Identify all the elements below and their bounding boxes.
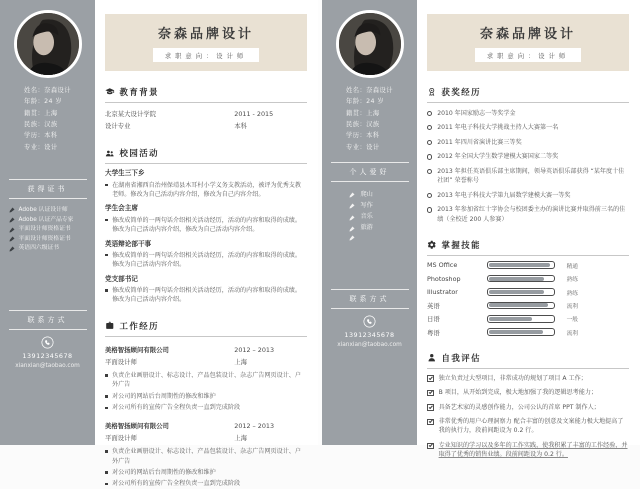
section-title: 工作经历 (119, 320, 159, 331)
pen-nib-icon (349, 192, 355, 198)
skill-row (427, 328, 629, 337)
main-content-right (417, 0, 640, 459)
assessment-item: B 项目，从开始到完成，极大地加强了我的逻辑思考能力； (427, 388, 629, 397)
certificate-item: 英语四六级证书 (9, 244, 87, 254)
award-item: 2013 年电子科技大学第九届数学建模大赛一等奖 (427, 191, 629, 200)
pen-nib-icon (9, 217, 15, 223)
profile-field: 年龄：24 岁 (24, 98, 63, 106)
job-bullet: 对公司所有的宣传广告全程负责一直到完成阶段 (105, 479, 307, 488)
profile-field: 学历：本科 (346, 132, 380, 140)
email-address: xianxian@taobao.com (15, 362, 80, 369)
skill-name: 日语 (427, 315, 440, 324)
profile-field: 学历：本科 (24, 132, 58, 140)
pen-nib-icon (349, 203, 355, 209)
assessment-item: 具备艺术家的灵感创作能力，公司公认的首席 PPT 制作人； (427, 403, 629, 412)
job-bullet: 对公司所有的宣传广告全程负责一直到完成阶段 (105, 403, 307, 412)
skill-level-label: 流利 (566, 303, 578, 310)
profile-field: 籍贯：上海 (24, 109, 58, 117)
campus-entry (105, 239, 307, 270)
pen-nib-icon (9, 246, 15, 252)
resume-page-2 (322, 0, 640, 459)
gear-icon (427, 240, 437, 250)
job-location: 上海 (234, 357, 248, 366)
assessment-item: 独立负责过大型项目，非常成功的规划了项目 A 工作； (427, 374, 629, 383)
email-address: xianxian@taobao.com (337, 341, 402, 348)
campus-entry (105, 168, 307, 199)
assessment-item: 专业知识的学习以及多年的工作实践，使我积累了丰富的工作经验，并取得了优秀的销售业绩。段前间距设为 0.2 行。 (427, 441, 629, 460)
campus-entries (105, 168, 307, 304)
skill-progress-fill (489, 263, 550, 267)
profile-field: 民族：汉族 (24, 120, 58, 128)
profile-field: 民族：汉族 (346, 120, 380, 128)
contact-title: 联系方式 (349, 294, 390, 303)
skill-name: MS Office (427, 261, 458, 270)
award-item: 2013 年参加省红十字协会与校团委主办的演讲比赛并取得前三名的佳绩（全校近 200 人参赛） (427, 205, 629, 223)
skill-progress-bar (487, 288, 555, 296)
skill-progress-fill (489, 303, 549, 307)
hobby-item: 音乐 (349, 211, 391, 222)
skill-level-label: 流利 (566, 330, 578, 337)
checkbox-checked-icon (427, 419, 434, 426)
profile-field: 专业：设计 (346, 143, 380, 151)
phone-icon (41, 336, 54, 349)
graduation-cap-icon (105, 87, 115, 97)
hobby-item: 旅游 (349, 222, 391, 233)
briefcase-icon (105, 321, 115, 331)
profile-field: 籍贯：上海 (346, 109, 380, 117)
section-title: 获奖经历 (441, 87, 481, 97)
certificates-section (9, 179, 87, 254)
medal-icon (427, 87, 437, 97)
skill-progress-fill (489, 330, 543, 334)
pen-nib-icon (9, 207, 15, 213)
page-title: 奈森品牌设计 (479, 27, 576, 42)
job-entry-1 (105, 344, 307, 413)
skill-row (427, 288, 629, 297)
avatar-photo (336, 10, 404, 78)
job-bullet: 负责企业画册设计、标志设计、产品包装设计、杂志广告网页设计、户外广告 (105, 447, 307, 466)
section-title: 教育背景 (119, 87, 159, 97)
campus-entry-heading: 大学生三下乡 (105, 169, 145, 178)
campus-entry-heading: 英语辩论部干事 (105, 239, 152, 248)
award-item: 2011 年电子科技大学挑战主持人大赛第一名 (427, 123, 629, 132)
campus-entry (105, 203, 307, 234)
pen-nib-icon (9, 236, 15, 242)
skill-row (427, 261, 629, 270)
skill-progress-fill (489, 317, 533, 321)
skill-progress-bar (487, 328, 555, 336)
section-skills (427, 239, 629, 256)
checkbox-checked-icon (427, 443, 434, 450)
job-position: 平面设计师 (105, 357, 137, 366)
section-title: 校园活动 (119, 148, 159, 159)
campus-entry-bullet: 修改成简单的一两句话介绍相关活动经历，活动的内容和取得的成绩。修改为自己活动内容介绍。 (105, 251, 307, 270)
skill-name: Photoshop (427, 274, 461, 283)
pen-nib-icon (9, 227, 15, 233)
skill-level-label: 一般 (566, 317, 578, 324)
awards-list (427, 109, 629, 224)
portrait-illustration (17, 13, 79, 75)
company-name: 美格智扬顾问有限公司 (105, 345, 169, 354)
certificate-item: Adobe 认证设计师 (9, 206, 87, 216)
job-bullet: 对公司的网站后台周期性的修改和维护 (105, 392, 307, 401)
phone-number: 13912345678 (344, 330, 395, 339)
resume-header (427, 14, 629, 71)
job-date: 2012 – 2013 (234, 421, 275, 430)
checkbox-checked-icon (427, 375, 434, 382)
checkbox-checked-icon (427, 404, 434, 411)
pen-nib-icon (349, 215, 355, 221)
resume-page-1 (0, 0, 318, 488)
skill-row (427, 274, 629, 283)
campus-entry-bullet: 修改成简单的一两句话介绍相关活动经历，活动的内容和取得的成绩。修改为自己活动内容介绍。 (105, 286, 307, 305)
section-awards (427, 86, 629, 103)
award-item: 2012 年全国大学生数学建模大赛国家二等奖 (427, 152, 629, 161)
profile-info (346, 85, 393, 153)
assessment-item: 非常优秀的用户心理洞察力 配合丰富的创意及文案能力极大地提高了我的执行力，段前间距设为 0.2 行。 (427, 417, 629, 436)
certificate-item: Adobe 认证产品专家 (9, 216, 87, 226)
skill-progress-bar (487, 275, 555, 283)
campus-entry (105, 274, 307, 305)
skill-level-label: 熟练 (566, 277, 578, 284)
certificates-title: 获得证书 (27, 184, 68, 193)
degree: 本科 (234, 122, 248, 131)
hobbies-title: 个人爱好 (349, 167, 390, 176)
education-date: 2011 - 2015 (234, 110, 274, 118)
skill-progress-bar (487, 302, 555, 310)
skill-row (427, 314, 629, 323)
certificate-item: 平面设计师资格证书 (9, 225, 87, 235)
section-campus (105, 147, 307, 164)
skill-progress-bar (487, 261, 555, 269)
section-work (105, 320, 307, 337)
award-item: 2013 年担任英语俱乐部主席期间，领导英语俱乐部获得 “某年度十佳社团” 荣誉称号 (427, 167, 629, 185)
award-item: 2011 年四川省演讲比赛三等奖 (427, 138, 629, 147)
job-date: 2012 – 2013 (234, 345, 275, 354)
page-title: 奈森品牌设计 (157, 27, 254, 42)
contact-section (9, 310, 87, 369)
sidebar-left (0, 0, 95, 445)
campus-entry-heading: 学生会主席 (105, 204, 138, 213)
pen-nib-icon (349, 226, 355, 232)
hobby-item: 爬山 (349, 189, 391, 200)
skill-row (427, 301, 629, 310)
section-title: 自我评估 (441, 352, 481, 363)
skill-progress-bar (487, 315, 555, 323)
assessment-list (427, 374, 629, 460)
skill-name: 英语 (427, 301, 440, 310)
person-icon (427, 353, 437, 363)
skill-name: Illustrator (427, 288, 458, 297)
section-title: 掌握技能 (441, 239, 481, 250)
main-content-left (95, 0, 318, 488)
education-details (105, 108, 307, 132)
portrait-illustration (339, 13, 401, 75)
skill-name: 粤语 (427, 328, 440, 337)
campus-entry-bullet: 在湖南省湘西自治州保靖县木耳村小学义务支教活动，被评为优秀支教老师。修改为自己活动内容介绍，修改为自己内容介绍。 (105, 181, 307, 200)
contact-title: 联系方式 (27, 315, 68, 324)
skill-progress-fill (489, 290, 544, 294)
pen-nib-icon (349, 235, 391, 241)
profile-info (24, 85, 71, 153)
school-name: 北京某大设计学院 (105, 110, 157, 118)
campus-entry-bullet: 修改成简单的一两句话介绍相关活动经历，活动的内容和取得的成绩。修改为自己活动内容介绍，修改为自己活动内容介绍。 (105, 216, 307, 235)
contact-section (331, 289, 409, 348)
skill-level-label: 熟练 (566, 290, 578, 297)
hobby-item: 写作 (349, 200, 391, 211)
sidebar-right (322, 0, 417, 445)
campus-entry-heading: 党支部书记 (105, 274, 138, 283)
profile-field: 姓名：奈森设计 (24, 87, 71, 94)
profile-field: 专业：设计 (24, 143, 58, 151)
company-name: 美格智扬顾问有限公司 (105, 421, 169, 430)
skill-progress-fill (489, 277, 544, 281)
section-education (105, 86, 307, 103)
profile-field: 年龄：24 岁 (346, 98, 385, 106)
skill-level-label: 精通 (566, 263, 578, 270)
skills-list (427, 261, 629, 337)
phone-icon (363, 315, 376, 328)
award-item: 2010 年国家励志一等奖学金 (427, 109, 629, 118)
job-bullet: 负责企业画册设计、标志设计、产品包装设计、杂志广告网页设计、户外广告 (105, 371, 307, 390)
job-intent: 求职意向：设计师 (153, 48, 259, 62)
checkbox-checked-icon (427, 390, 434, 397)
job-entry-2 (105, 420, 307, 489)
major-name: 设计专业 (105, 122, 131, 131)
job-intent: 求职意向：设计师 (475, 48, 581, 62)
resume-header (105, 14, 307, 71)
job-location: 上海 (234, 433, 248, 442)
certificate-item: 平面设计师资格证书 (9, 235, 87, 245)
profile-field: 姓名：奈森设计 (346, 87, 393, 94)
phone-number: 13912345678 (22, 351, 73, 360)
avatar-photo (14, 10, 82, 78)
people-icon (105, 149, 115, 159)
job-bullet: 对公司的网站后台周期性的修改和维护 (105, 468, 307, 477)
job-position: 平面设计师 (105, 433, 137, 442)
hobbies-section (331, 162, 409, 241)
section-assessment (427, 352, 629, 369)
